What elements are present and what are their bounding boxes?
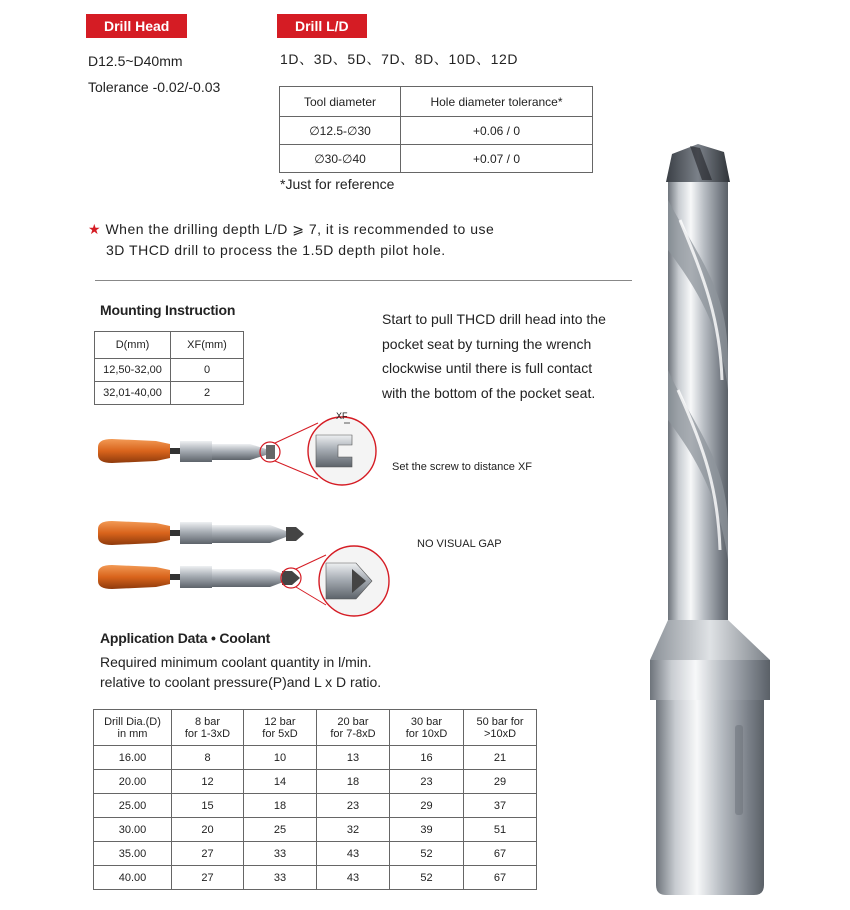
table-cell: 20.00 bbox=[94, 770, 172, 794]
drill-ld-tag: Drill L/D bbox=[277, 14, 367, 38]
shank-flat bbox=[735, 725, 743, 815]
table-cell: 20 bbox=[172, 818, 244, 842]
table-cell: 51 bbox=[464, 818, 537, 842]
table-cell: 12,50-32,00 bbox=[95, 359, 171, 382]
table-cell: 23 bbox=[390, 770, 464, 794]
recommendation-line-1: When the drilling depth L/D ⩾ 7, it is recommended to use bbox=[105, 221, 495, 237]
hole-tolerance-table bbox=[279, 86, 593, 173]
table-cell: ∅30-∅40 bbox=[280, 145, 401, 173]
table-cell: 29 bbox=[464, 770, 537, 794]
wrench-1 bbox=[98, 439, 180, 463]
table-header-cell: XF(mm) bbox=[171, 332, 244, 359]
drill-head-size-range: D12.5~D40mm bbox=[88, 53, 183, 69]
table-header-cell: 30 bar for 10xD bbox=[390, 710, 464, 746]
table-row bbox=[95, 382, 244, 405]
drill-shank-2 bbox=[180, 522, 212, 544]
table-header-row bbox=[280, 87, 593, 117]
caption-set-screw: Set the screw to distance XF bbox=[392, 461, 533, 473]
table-row bbox=[94, 794, 537, 818]
table-cell: 27 bbox=[172, 866, 244, 890]
table-cell: 43 bbox=[317, 842, 390, 866]
table-cell: 39 bbox=[390, 818, 464, 842]
drill-head-tag: Drill Head bbox=[86, 14, 187, 38]
table-cell: 18 bbox=[244, 794, 317, 818]
drill-head-3 bbox=[282, 571, 300, 585]
drill-head-2 bbox=[286, 527, 304, 541]
table-cell: 52 bbox=[390, 842, 464, 866]
table-cell: 15 bbox=[172, 794, 244, 818]
table-row bbox=[94, 818, 537, 842]
table-cell: 27 bbox=[172, 842, 244, 866]
mounting-description-line: clockwise until there is full contact bbox=[382, 360, 593, 376]
drill-body-2 bbox=[212, 525, 286, 543]
table-cell: 67 bbox=[464, 866, 537, 890]
table-cell: 2 bbox=[171, 382, 244, 405]
table-header-cell: Hole diameter tolerance* bbox=[401, 87, 593, 117]
table-cell: ∅12.5-∅30 bbox=[280, 117, 401, 145]
reference-footnote: *Just for reference bbox=[280, 176, 395, 192]
drill-shank-3 bbox=[180, 566, 212, 588]
table-header-cell: 12 bar for 5xD bbox=[244, 710, 317, 746]
mounting-description-line: pocket seat by turning the wrench bbox=[382, 335, 592, 352]
mounting-table bbox=[94, 331, 244, 405]
table-cell: +0.06 / 0 bbox=[401, 117, 593, 145]
table-cell: 25.00 bbox=[94, 794, 172, 818]
drill-product-image bbox=[620, 140, 800, 900]
section-divider bbox=[95, 280, 632, 281]
table-row bbox=[94, 866, 537, 890]
table-cell: +0.07 / 0 bbox=[401, 145, 593, 173]
table-cell: 37 bbox=[464, 794, 537, 818]
coolant-table bbox=[93, 709, 537, 890]
table-row bbox=[94, 842, 537, 866]
drill-body-3 bbox=[212, 569, 286, 587]
table-header-cell: Tool diameter bbox=[280, 87, 401, 117]
table-cell: 18 bbox=[317, 770, 390, 794]
table-cell: 30.00 bbox=[94, 818, 172, 842]
mounting-description-line: with the bottom of the pocket seat. bbox=[382, 384, 596, 401]
mounting-description bbox=[382, 307, 606, 405]
table-cell: 40.00 bbox=[94, 866, 172, 890]
coolant-subtitle-2: relative to coolant pressure(P)and L x D ratio. bbox=[100, 674, 382, 690]
coolant-title: Application Data • Coolant bbox=[100, 630, 271, 646]
table-header-cell: Drill Dia.(D) in mm bbox=[94, 710, 172, 746]
table-header-row bbox=[95, 332, 244, 359]
table-row bbox=[94, 746, 537, 770]
table-cell: 10 bbox=[244, 746, 317, 770]
table-row bbox=[95, 359, 244, 382]
table-cell: 29 bbox=[390, 794, 464, 818]
drill-head-tolerance: Tolerance -0.02/-0.03 bbox=[88, 79, 221, 95]
table-cell: 33 bbox=[244, 866, 317, 890]
table-header-cell: 8 bar for 1-3xD bbox=[172, 710, 244, 746]
drill-head-1 bbox=[266, 445, 275, 459]
wrench-2 bbox=[98, 521, 180, 545]
table-cell: 8 bbox=[172, 746, 244, 770]
table-row bbox=[280, 145, 593, 173]
table-cell: 14 bbox=[244, 770, 317, 794]
coolant-subtitle-1: Required minimum coolant quantity in l/min. bbox=[100, 654, 372, 670]
table-cell: 52 bbox=[390, 866, 464, 890]
drill-shank bbox=[656, 700, 764, 895]
table-row bbox=[280, 117, 593, 145]
drill-ld-ratios: 1D、3D、5D、7D、8D、10D、12D bbox=[280, 51, 519, 67]
xf-label: XF bbox=[336, 411, 348, 421]
drill-shank-1 bbox=[180, 441, 212, 462]
table-cell: 67 bbox=[464, 842, 537, 866]
recommendation-note bbox=[88, 219, 558, 261]
table-cell: 43 bbox=[317, 866, 390, 890]
table-cell: 35.00 bbox=[94, 842, 172, 866]
wrench-3 bbox=[98, 565, 180, 589]
table-header-row bbox=[94, 710, 537, 746]
table-header-cell: 50 bar for >10xD bbox=[464, 710, 537, 746]
table-row bbox=[94, 770, 537, 794]
table-cell: 13 bbox=[317, 746, 390, 770]
table-cell: 16 bbox=[390, 746, 464, 770]
table-cell: 32 bbox=[317, 818, 390, 842]
mounting-illustration bbox=[90, 405, 410, 620]
table-cell: 16.00 bbox=[94, 746, 172, 770]
caption-no-visual-gap: NO VISUAL GAP bbox=[417, 538, 502, 550]
table-cell: 21 bbox=[464, 746, 537, 770]
drill-flange-ring bbox=[650, 660, 770, 700]
recommendation-line-2: 3D THCD drill to process the 1.5D depth pilot hole. bbox=[106, 242, 446, 258]
table-cell: 33 bbox=[244, 842, 317, 866]
drill-body-1 bbox=[212, 444, 266, 460]
table-cell: 25 bbox=[244, 818, 317, 842]
mounting-title: Mounting Instruction bbox=[100, 302, 236, 318]
table-cell: 32,01-40,00 bbox=[95, 382, 171, 405]
table-header-cell: 20 bar for 7-8xD bbox=[317, 710, 390, 746]
table-cell: 23 bbox=[317, 794, 390, 818]
mounting-description-line: Start to pull THCD drill head into the bbox=[382, 311, 606, 327]
table-cell: 12 bbox=[172, 770, 244, 794]
star-icon: ★ bbox=[88, 221, 102, 237]
table-header-cell: D(mm) bbox=[95, 332, 171, 359]
table-cell: 0 bbox=[171, 359, 244, 382]
